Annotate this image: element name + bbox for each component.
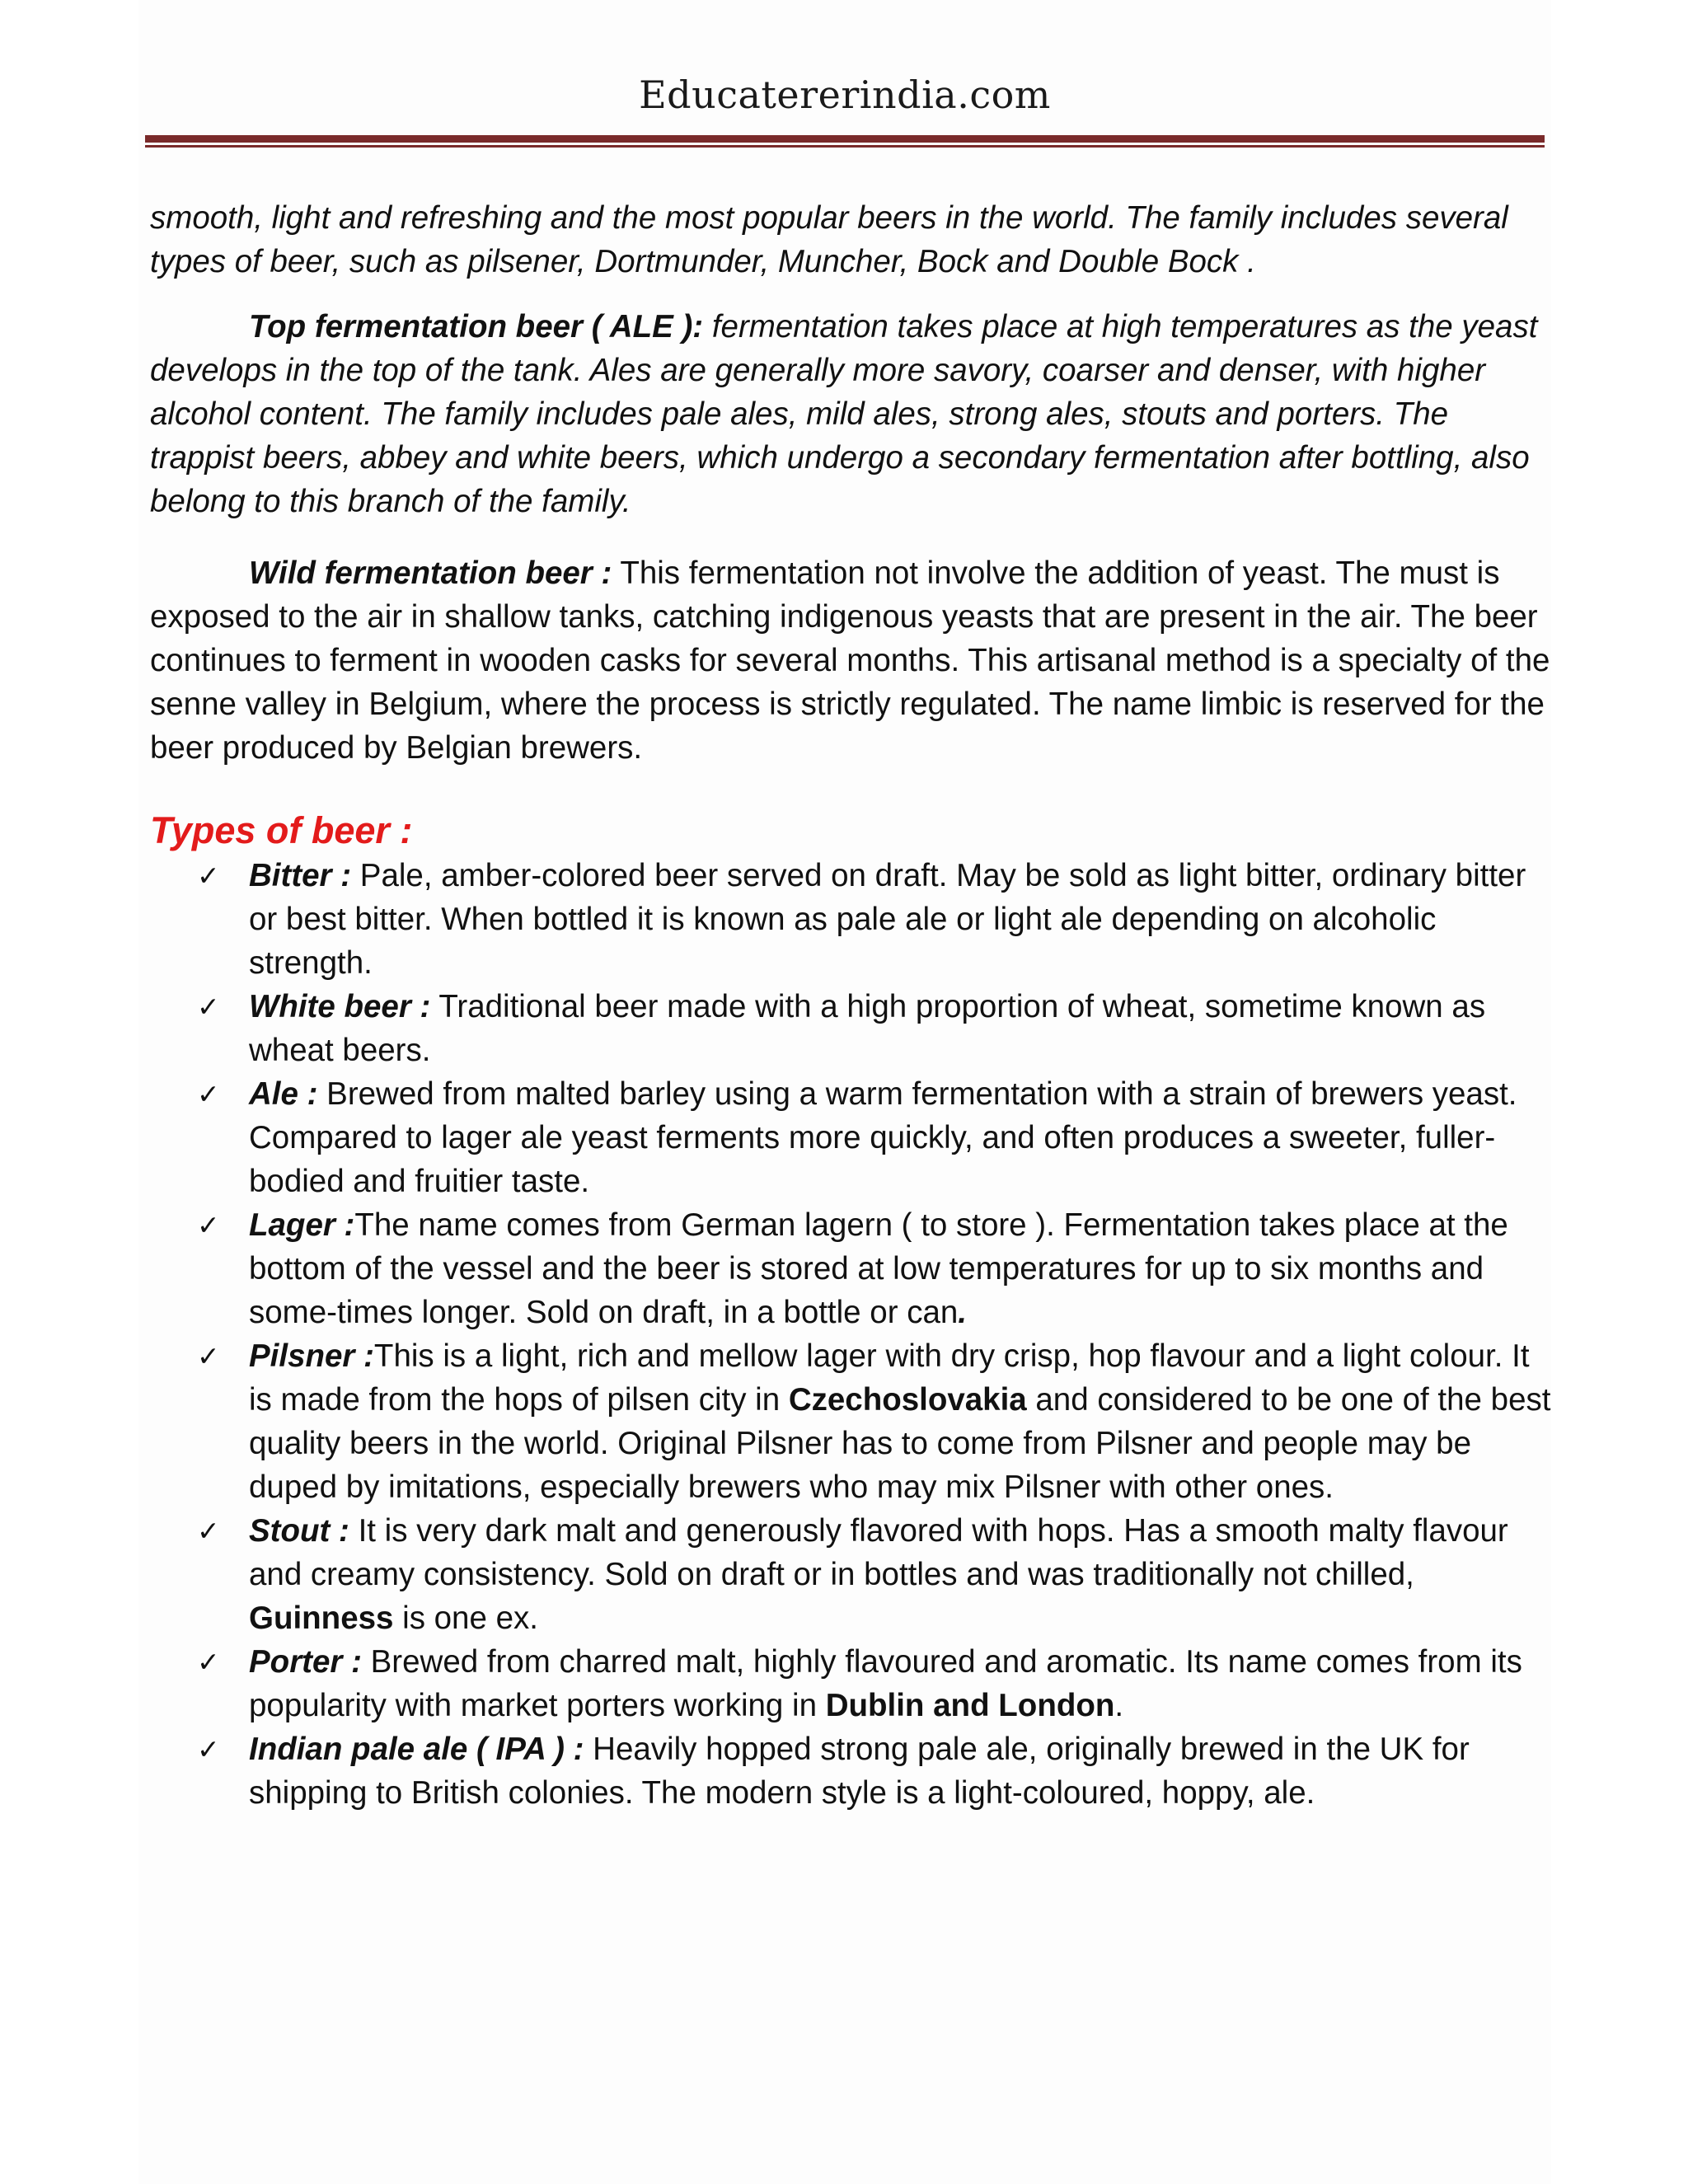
header-rule-thin	[145, 145, 1545, 148]
list-item-porter	[150, 1640, 1551, 1727]
checkmark-icon: ✓	[197, 1209, 220, 1241]
beer-type-term: Stout :	[249, 1513, 349, 1549]
beer-type-description: Brewed from charred malt, highly flavoured and aromatic. Its name comes from its popularity with market porters working in	[249, 1644, 1522, 1723]
wild-fermentation-term: Wild fermentation beer :	[249, 555, 612, 591]
beer-type-description: Heavily hopped strong pale ale, originally brewed in the UK for shipping to British colonies. The modern style is a light-coloured, hoppy, ale.	[249, 1732, 1470, 1811]
beer-type-term: Porter :	[249, 1644, 362, 1680]
intro-paragraph	[150, 196, 1551, 284]
beer-type-description-cont: .	[1114, 1688, 1124, 1723]
top-fermentation-paragraph	[150, 305, 1551, 523]
beer-type-description: Traditional beer made with a high proportion of wheat, sometime known as wheat beers.	[249, 989, 1486, 1068]
beer-type-description: This is a light, rich and mellow lager with dry crisp, hop flavour and a light colour. It is made from the hops of pilsen city in	[249, 1338, 1530, 1418]
beer-type-bold-text: Dublin and London	[825, 1688, 1115, 1723]
beer-type-description: It is very dark malt and generously flavored with hops. Has a smooth malty flavour and creamy consistency. Sold on draft or in bottles and was traditionally not chilled,	[249, 1513, 1508, 1592]
checkmark-icon: ✓	[197, 1733, 220, 1765]
beer-type-term: Bitter :	[249, 858, 352, 893]
checkmark-icon: ✓	[197, 1078, 220, 1110]
document-body	[150, 196, 1551, 1815]
beer-type-description-cont: is one ex.	[393, 1601, 538, 1636]
intro-text: smooth, light and refreshing and the most popular beers in the world. The family includes several types of beer, such as pilsener, Dortmunder, Muncher, Bock and Double Bock .	[150, 200, 1508, 279]
page-header-title: Educatererindia.com	[639, 73, 1051, 117]
types-of-beer-heading: Types of beer :	[150, 809, 413, 851]
list-item-white-beer	[150, 985, 1551, 1072]
beer-type-term: White beer :	[249, 989, 431, 1024]
checkmark-icon: ✓	[197, 1515, 220, 1547]
checkmark-icon: ✓	[197, 860, 220, 892]
beer-type-term: Pilsner :	[249, 1338, 374, 1374]
beer-types-list	[150, 854, 1551, 1815]
beer-type-description: Pale, amber-colored beer served on draft. May be sold as light bitter, ordinary bitter or best bitter. When bottled it is known as pale ale or light ale depending on alcoholic strength.	[249, 858, 1526, 981]
list-item-ale	[150, 1072, 1551, 1203]
beer-type-bold-text: Czechoslovakia	[788, 1382, 1027, 1418]
checkmark-icon: ✓	[197, 991, 220, 1023]
top-fermentation-text: fermentation takes place at high temperatures as the yeast develops in the top of the tank. Ales are generally more savory, coarser and denser, with higher alcohol content. The family includes pale ales, mild ales, strong ales, stouts and porters. The trappist beers, abbey and white beers, which undergo a secondary fermentation after bottling, also belong to this branch of the family.	[150, 309, 1538, 519]
list-item-pilsner	[150, 1334, 1551, 1509]
beer-type-term: Ale :	[249, 1076, 318, 1112]
checkmark-icon: ✓	[197, 1340, 220, 1372]
beer-type-end-mark: .	[958, 1295, 967, 1330]
checkmark-icon: ✓	[197, 1646, 220, 1678]
header-rule-thick	[145, 135, 1545, 143]
list-item-ipa	[150, 1727, 1551, 1815]
list-item-bitter	[150, 854, 1551, 985]
beer-type-description-cont: and considered to be one of the best quality beers in the world. Original Pilsner has to come from Pilsner and people may be duped by imitations, especially brewers who may mix Pilsner with other ones.	[249, 1382, 1551, 1505]
beer-type-term: Indian pale ale ( IPA ) :	[249, 1732, 584, 1767]
top-fermentation-term: Top fermentation beer ( ALE ):	[249, 309, 704, 344]
wild-fermentation-text: This fermentation not involve the addition of yeast. The must is exposed to the air in shallow tanks, catching indigenous yeasts that are present in the air. The beer continues to ferment in wooden casks for several months. This artisanal method is a specialty of the senne valley in Belgium, where the process is strictly regulated. The name limbic is reserved for the beer produced by Belgian brewers.	[150, 555, 1550, 766]
beer-type-description: Brewed from malted barley using a warm fermentation with a strain of brewers yeast. Compared to lager ale yeast ferments more quickly, and often produces a sweeter, fuller-bodied and fruitier taste.	[249, 1076, 1517, 1199]
list-item-lager	[150, 1203, 1551, 1334]
beer-type-bold-text: Guinness	[249, 1601, 394, 1636]
wild-fermentation-paragraph	[150, 551, 1551, 770]
beer-type-term: Lager :	[249, 1207, 355, 1243]
list-item-stout	[150, 1509, 1551, 1640]
beer-type-description: The name comes from German lagern ( to store ). Fermentation takes place at the bottom of the vessel and the beer is stored at low temperatures for up to six months and some-times longer. Sold on draft, in a bottle or can	[249, 1207, 1508, 1330]
